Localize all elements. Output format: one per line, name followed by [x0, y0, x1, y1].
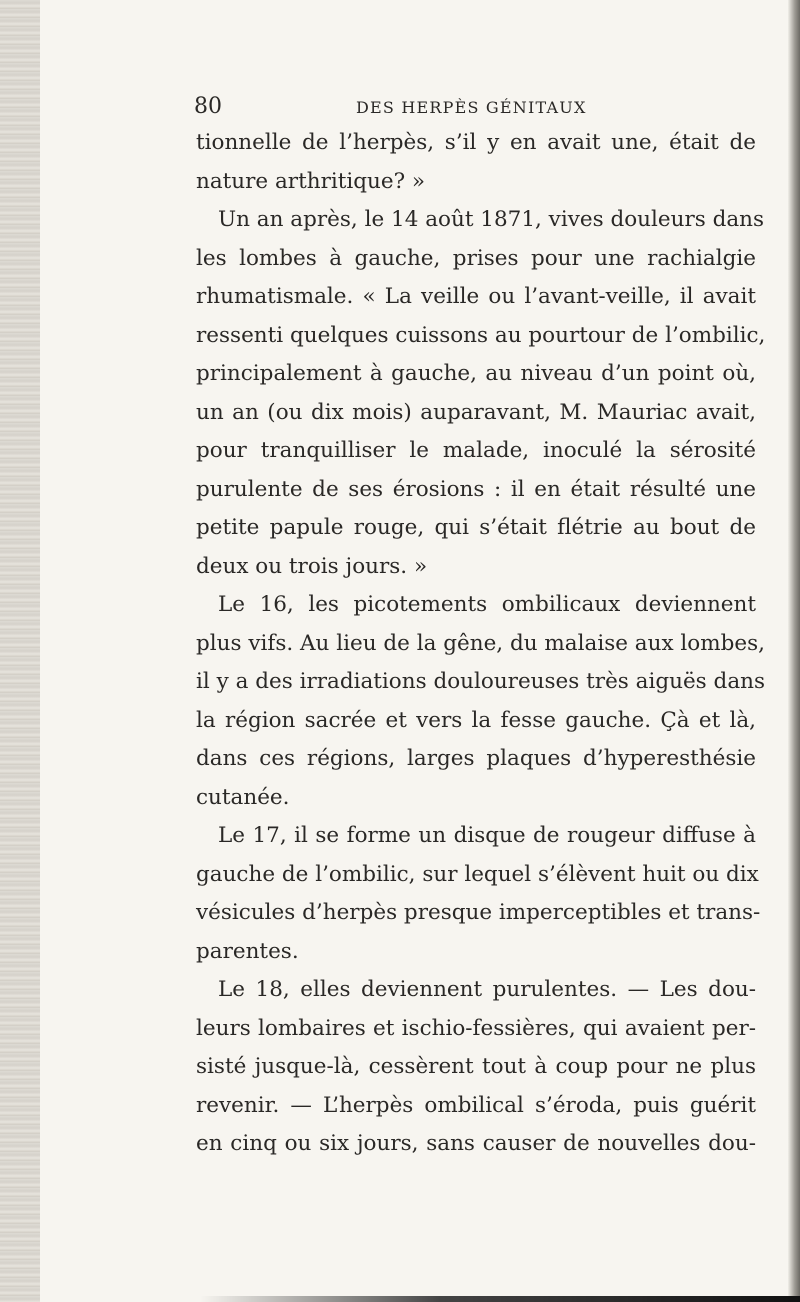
text-line: un an (ou dix mois) auparavant, M. Mauriac avait,	[196, 399, 756, 425]
text-line: deux ou trois jours. »	[196, 553, 428, 579]
page-header	[194, 92, 754, 122]
text-line: vésicules d’herpès presque imperceptibles et trans-	[196, 900, 761, 925]
text-line: sisté jusque-là, cessèrent tout à coup pour ne plus	[196, 1054, 756, 1079]
text-line: plus vifs. Au lieu de la gêne, du malaise aux lombes,	[196, 630, 765, 656]
text-line: Le 17, il se forme un disque de rougeur diffuse à	[218, 823, 756, 848]
text-line: rhumatismale. « La veille ou l’avant-veille, il avait	[196, 284, 756, 309]
body-text	[196, 124, 766, 1164]
text-line: en cinq ou six jours, sans causer de nouvelles dou-	[196, 1131, 756, 1156]
page-bottom-shadow	[200, 1296, 800, 1302]
text-line: gauche de l’ombilic, sur lequel s’élèvent huit ou dix	[196, 861, 759, 887]
text-line: Un an après, le 14 août 1871, vives douleurs dans	[218, 207, 765, 232]
text-line: les lombes à gauche, prises pour une rachialgie	[196, 245, 756, 271]
running-title: DES HERPÈS GÉNITAUX	[356, 98, 587, 117]
text-line: ressenti quelques cuissons au pourtour de l’ombilic,	[196, 322, 766, 348]
page-number: 80	[194, 94, 222, 119]
text-line: tionnelle de l’herpès, s’il y en avait une, était de	[196, 130, 756, 155]
text-line: cutanée.	[196, 784, 290, 810]
text-line: purulente de ses érosions : il en était résulté une	[196, 476, 756, 502]
text-line: leurs lombaires et ischio-fessières, qui avaient per-	[196, 1015, 756, 1041]
text-line: Le 16, les picotements ombilicaux deviennent	[218, 592, 756, 617]
book-spine-shadow	[0, 0, 40, 1302]
text-line: il y a des irradiations douloureuses très aiguës dans	[196, 669, 766, 694]
text-line: parentes.	[196, 938, 299, 964]
text-line: la région sacrée et vers la fesse gauche. Çà et là,	[196, 707, 756, 733]
text-line: nature arthritique? »	[196, 168, 426, 194]
text-line: petite papule rouge, qui s’était flétrie au bout de	[196, 515, 756, 540]
text-line: revenir. — L’herpès ombilical s’éroda, puis guérit	[196, 1092, 756, 1118]
page-edge-shadow	[788, 0, 800, 1302]
text-line: principalement à gauche, au niveau d’un point où,	[196, 361, 756, 386]
text-line: Le 18, elles deviennent purulentes. — Les dou-	[218, 977, 756, 1002]
text-line: dans ces régions, larges plaques d’hyperesthésie	[196, 746, 756, 771]
text-line: pour tranquilliser le malade, inoculé la sérosité	[196, 438, 756, 463]
